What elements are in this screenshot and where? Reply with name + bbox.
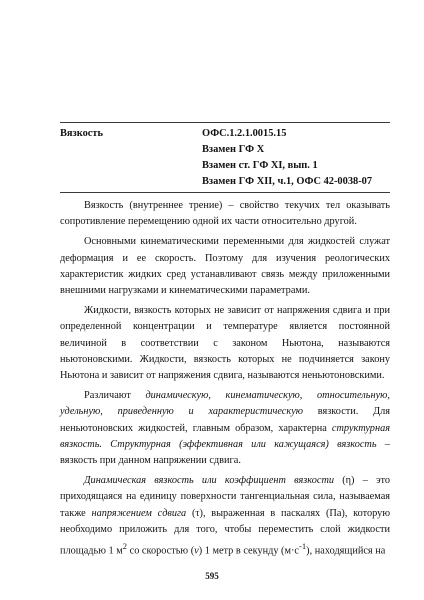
document-code: ОФС.1.2.1.0015.15: [202, 128, 287, 139]
replaces-line: Взамен ст. ГФ XI, вып. 1: [202, 160, 318, 171]
paragraph-viscosity-types: Различают динамическую, кинематическую, относительную, удельную, приведенную и характеристическую вязкости. Для неньютоновских жидкостей, главным образом, характерна структурная вязкость. Структурная (эффективная или кажущаяся) вязкость – вязкость при данном напряжении сдвига.: [60, 390, 390, 467]
paragraph-newtonian-liquids: Жидкости, вязкость которых не зависит от напряжения сдвига и при определенной концентрации и температуре является постоянной величиной в соответствии с законом Ньютона, называются ньютоновскими. Жидкости, вязкость которых не подчиняется закону Ньютона и зависит от напряжения сдвига, называются неньютоновскими.: [60, 305, 390, 382]
page-number: 595: [205, 571, 219, 581]
paragraph-definition: Вязкость (внутреннее трение) – свойство текучих тел оказывать сопротивление перемещению одной их части относительно другой.: [60, 200, 390, 228]
header-bottom-rule: [60, 192, 390, 193]
replaces-line: Взамен ГФ XII, ч.1, ОФС 42-0038-07: [202, 176, 373, 187]
document-body: [60, 198, 390, 564]
paragraph-kinematic-variables: Основными кинематическими переменными для жидкостей служат деформация и ее скорость. Поэтому для изучения реологических характеристик жидких сред устанавливают связь между приложенными внешними нагрузками и кинематическими параметрами.: [60, 236, 390, 297]
replaces-line: Взамен ГФ X: [202, 144, 265, 155]
paragraph-dynamic-viscosity: Динамическая вязкость или коэффициент вязкости (η) – это приходящаяся на единицу поверхности тангенциальная сила, называемая также напряжением сдвига (τ), выраженная в паскалях (Па), которую необходимо приложить для того, чтобы переместить слой жидкости площадью 1 $м^2$ со скоростью (v) 1 метр в секунду $(м\cdot с^{-1})$, находящийся на: [60, 475, 391, 557]
document-title: Вязкость: [60, 128, 103, 139]
header-top-rule: [60, 122, 390, 123]
